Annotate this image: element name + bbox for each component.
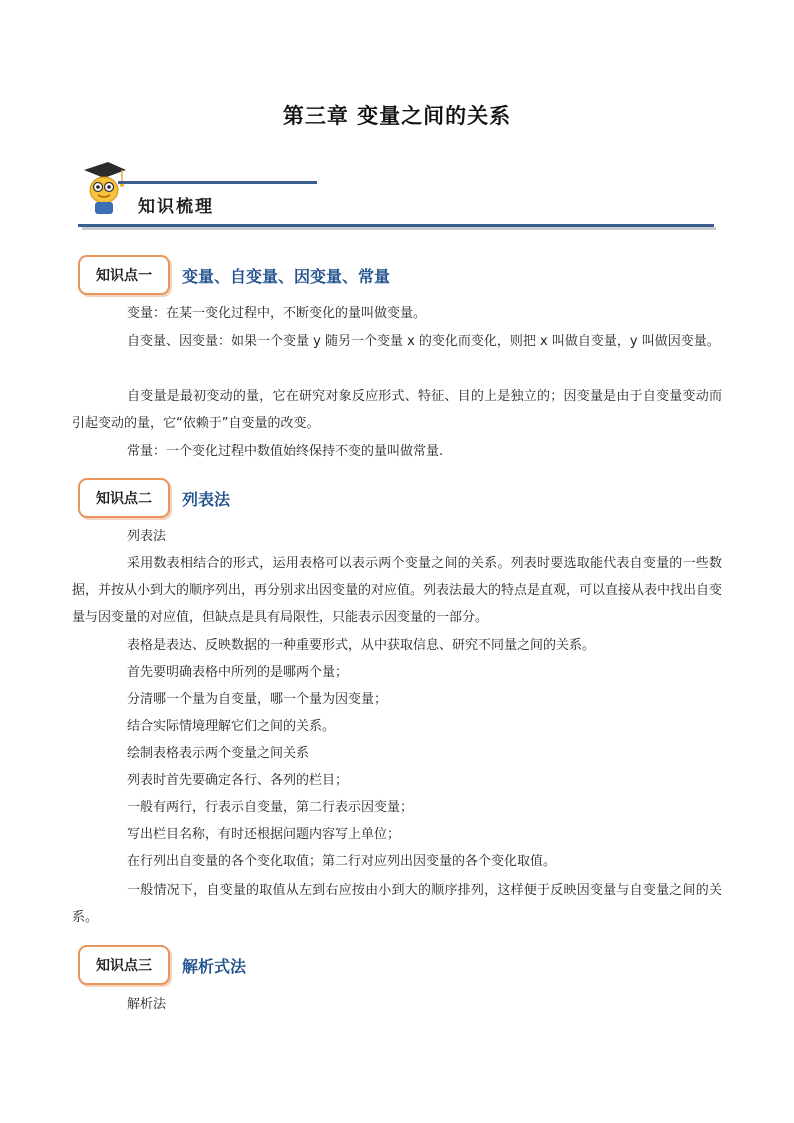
paragraph: 表格是表达、反映数据的一种重要形式，从中获取信息、研究不同量之间的关系。 [127,638,596,653]
knowledge-summary-banner [78,160,718,232]
banner-title: 知识梳理 [138,197,214,217]
banner-top-rule [118,181,317,184]
paragraph: 列表时首先要确定各行、各列的栏目； [127,773,349,788]
knowledge-point-title: 变量、自变量、因变量、常量 [182,267,391,286]
graduate-mascot-icon [78,160,128,216]
knowledge-point-label: 知识点三 [78,945,170,985]
page-title: 第三章 变量之间的关系 [282,103,512,128]
paragraph: 常量：一个变化过程中数值始终保持不变的量叫做常量. [127,444,444,459]
paragraph: 自变量是最初变动的量，它在研究对象反应形式、特征、目的上是独立的；因变量是由于自变量变动而引起变动的量，它“依赖于”自变量的改变。 [72,389,722,431]
paragraph: 在行列出自变量的各个变化取值；第二行对应列出因变量的各个变化取值。 [127,854,557,869]
paragraph: 首先要明确表格中所列的是哪两个量； [127,665,349,680]
paragraph: 自变量、因变量：如果一个变量 y 随另一个变量 x 的变化而变化，则把 x 叫做自变量，y 叫做因变量。 [127,334,720,349]
knowledge-point-title: 列表法 [182,490,231,509]
paragraph: 采用数表相结合的形式，运用表格可以表示两个变量之间的关系。列表时要选取能代表自变量的一些数据，并按从小到大的顺序列出，再分别求出因变量的对应值。列表法最大的特点是直观，可以直接从表中找出自变量与因变量的对应值，但缺点是具有局限性，只能表示因变量的一部分。 [72,556,723,625]
paragraph: 列表法 [127,529,167,544]
paragraph: 结合实际情境理解它们之间的关系。 [127,719,336,734]
paragraph: 绘制表格表示两个变量之间关系 [127,746,310,761]
paragraph: 写出栏目名称，有时还根据问题内容写上单位； [127,827,401,842]
paragraph: 一般情况下，自变量的取值从左到右应按由小到大的顺序排列，这样便于反映因变量与自变量之间的关系。 [72,883,722,925]
paragraph: 分清哪一个量为自变量，哪一个量为因变量； [127,692,388,707]
paragraph: 解析法 [127,997,167,1012]
paragraph: 一般有两行，行表示自变量，第二行表示因变量； [127,800,414,815]
knowledge-point-title: 解析式法 [182,957,247,976]
knowledge-point-label: 知识点一 [78,255,170,295]
knowledge-point-label: 知识点二 [78,478,170,518]
banner-underline-shadow [82,227,716,230]
paragraph: 变量：在某一变化过程中，不断变化的量叫做变量。 [127,306,427,321]
